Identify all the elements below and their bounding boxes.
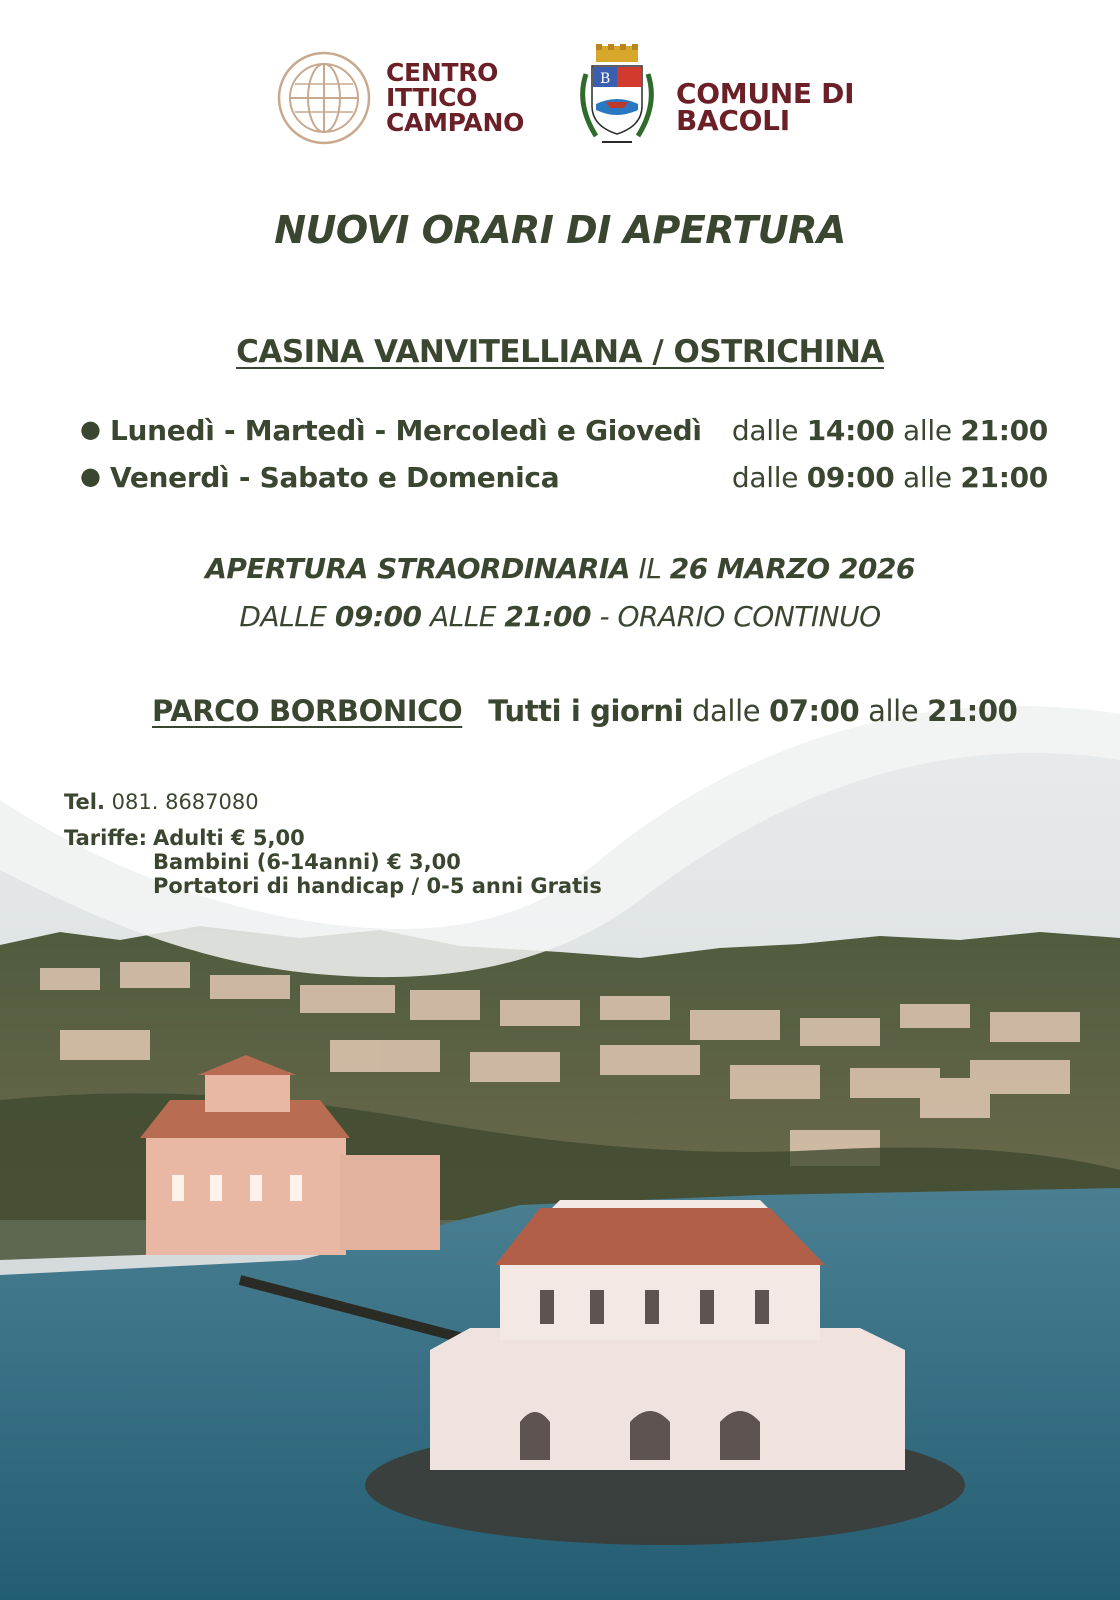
to-word: ALLE bbox=[429, 600, 496, 633]
to-word: alle bbox=[903, 461, 952, 494]
page-title: NUOVI ORARI DI APERTURA bbox=[274, 208, 846, 252]
special-hours bbox=[0, 600, 1120, 633]
venue-heading bbox=[0, 334, 1120, 370]
hours-row bbox=[80, 414, 1048, 454]
parco-name: PARCO BORBONICO bbox=[152, 694, 463, 728]
from-time: 09:00 bbox=[806, 461, 895, 494]
tariff-item: Adulti € 5,00 bbox=[153, 826, 305, 850]
tariffs-label: Tariffe: bbox=[64, 826, 147, 850]
municipal-coat-of-arms-icon bbox=[572, 44, 662, 152]
globe-emblem-icon bbox=[276, 50, 372, 146]
logo-line: COMUNE DI bbox=[676, 77, 855, 110]
contact-info bbox=[64, 790, 259, 814]
bullet-icon: ● bbox=[80, 415, 101, 443]
parco-days: Tutti i giorni bbox=[488, 694, 684, 728]
continuous-note: - ORARIO CONTINUO bbox=[599, 600, 881, 633]
special-date: 26 MARZO 2026 bbox=[669, 552, 915, 585]
svg-text:B: B bbox=[600, 71, 611, 87]
to-time: 21:00 bbox=[960, 414, 1048, 447]
hours-days: Lunedì - Martedì - Mercoledì e Giovedì bbox=[110, 414, 702, 447]
hours-days: Venerdì - Sabato e Domenica bbox=[110, 461, 560, 494]
tel-value[interactable]: 081. 8687080 bbox=[111, 790, 259, 814]
to-time: 21:00 bbox=[960, 461, 1048, 494]
from-word: dalle bbox=[731, 414, 799, 447]
from-time: 14:00 bbox=[806, 414, 895, 447]
tariff-item: Bambini (6-14anni) € 3,00 bbox=[153, 850, 461, 874]
bullet-icon: ● bbox=[80, 462, 101, 490]
special-opening bbox=[0, 552, 1120, 585]
hours-time bbox=[732, 461, 1048, 494]
tel-label: Tel. bbox=[64, 790, 105, 814]
from-word: dalle bbox=[692, 694, 761, 728]
logo-line: CENTRO bbox=[386, 58, 499, 87]
centro-ittico-campano-logo bbox=[386, 60, 524, 135]
hours-row bbox=[80, 461, 1048, 501]
from-time: 07:00 bbox=[769, 694, 860, 728]
to-word: alle bbox=[868, 694, 919, 728]
from-word: dalle bbox=[731, 461, 799, 494]
to-time: 21:00 bbox=[504, 600, 592, 633]
to-time: 21:00 bbox=[927, 694, 1018, 728]
tariff-item: Portatori di handicap / 0-5 anni Gratis bbox=[153, 874, 602, 898]
special-il: IL bbox=[638, 552, 662, 585]
special-label: APERTURA STRAORDINARIA bbox=[205, 552, 631, 585]
from-time: 09:00 bbox=[334, 600, 422, 633]
logo-line: CAMPANO bbox=[386, 108, 525, 137]
to-word: alle bbox=[903, 414, 952, 447]
from-word: DALLE bbox=[239, 600, 327, 633]
logo-line: BACOLI bbox=[676, 104, 790, 137]
parco-hours bbox=[152, 694, 1017, 728]
venue-name: CASINA VANVITELLIANA / OSTRICHINA bbox=[236, 334, 884, 370]
logo-line: ITTICO bbox=[386, 83, 478, 112]
hours-time bbox=[732, 414, 1048, 447]
comune-di-bacoli-logo bbox=[676, 77, 855, 137]
